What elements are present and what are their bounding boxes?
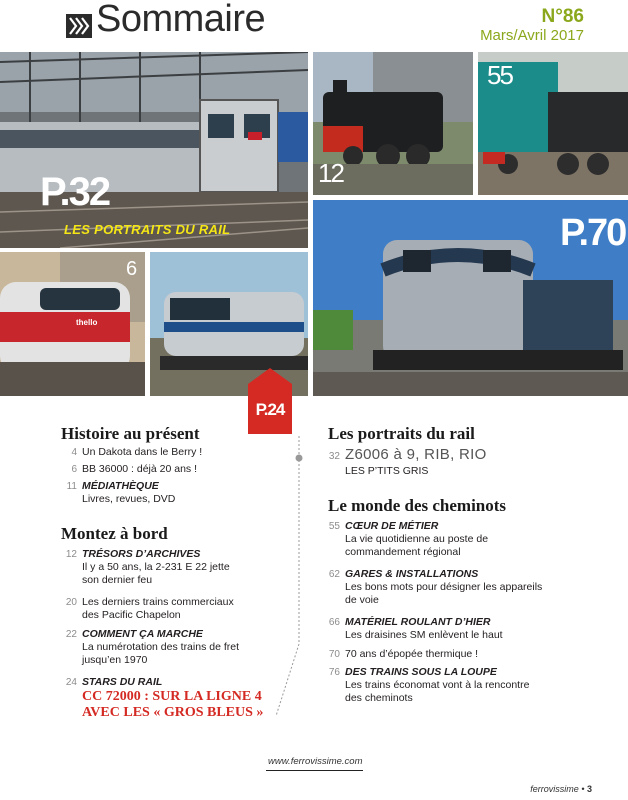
section-title-histoire: Histoire au présent	[61, 424, 200, 443]
magazine-logo-icon	[66, 14, 92, 38]
section-title-cheminots: Le monde des cheminots	[328, 496, 507, 515]
toc-entry: 4 Un Dakota dans le Berry !	[61, 446, 202, 459]
section-title-portraits: Les portraits du rail	[328, 424, 475, 443]
toc-page-number: 62	[328, 569, 340, 580]
folio-separator: •	[581, 784, 585, 794]
headline-z6006: Z6006 à 9, RIB, RIO	[345, 446, 487, 463]
toc-page-number: 11	[66, 481, 77, 492]
headline-gros-bleus: AVEC LES « GROS BLEUS »	[82, 705, 264, 720]
toc-entry: 55 CŒUR DE MÉTIER La vie quotidienne au poste de commandement régional	[324, 520, 488, 559]
toc-entry: 62 GARES & INSTALLATIONS Les bons mots pour désigner les appareils de voie	[324, 568, 542, 607]
photo-station-train	[0, 52, 308, 248]
toc-entry: 11 MÉDIATHÈQUE Livres, revues, DVD	[61, 480, 175, 506]
website-link[interactable]: www.ferrovissime.com	[268, 756, 363, 767]
toc-entry: 20 Les derniers trains commerciaux des Pacific Chapelon	[61, 596, 234, 622]
section-title-montez: Montez à bord	[61, 524, 168, 543]
toc-page-number: 66	[328, 617, 340, 628]
photo-thello-train	[0, 252, 145, 396]
toc-page-number: 32	[328, 451, 340, 462]
column-divider-line	[262, 434, 312, 720]
toc-entry: 66 MATÉRIEL ROULANT D’HIER Les draisines SM enlèvent le haut	[324, 616, 503, 642]
toc-page-number: 20	[65, 597, 77, 608]
toc-entry: 32 Z6006 à 9, RIB, RIO LES P’TITS GRIS	[324, 448, 487, 478]
page-title: Sommaire	[96, 0, 266, 40]
toc-entry: 12 TRÉSORS D’ARCHIVES Il y a 50 ans, la 2-231 E 22 jette son dernier feu	[61, 548, 230, 587]
page-folio	[530, 784, 592, 794]
toc-entry: 22 COMMENT ÇA MARCHE La numérotation des trains de fret jusqu’en 1970	[61, 628, 239, 667]
toc-page-number: 6	[71, 464, 77, 475]
page-label-24: P.24	[255, 400, 285, 419]
page-label-55: 55	[487, 60, 512, 90]
page-label-32: P.32	[40, 170, 110, 214]
page-label-70: P.70	[560, 212, 626, 254]
toc-page-number: 24	[65, 677, 77, 688]
issue-date: Mars/Avril 2017	[480, 27, 584, 44]
toc-page-number: 70	[328, 649, 340, 660]
thello-brand-text: thello	[76, 318, 98, 327]
issue-number: N°86	[541, 6, 584, 27]
toc-entry: 24 STARS DU RAIL CC 72000 : SUR LA LIGNE 4 AVEC LES « GROS BLEUS »	[61, 676, 263, 721]
footer-divider	[266, 770, 363, 771]
toc-page-number: 55	[328, 521, 340, 532]
toc-entry: 76 DES TRAINS SOUS LA LOUPE Les trains économat vont à la rencontre des cheminots	[324, 666, 529, 705]
folio-magazine-name: ferrovissime	[530, 784, 579, 794]
folio-page-number: 3	[586, 784, 592, 794]
toc-page-number: 4	[71, 447, 77, 458]
toc-page-number: 22	[65, 629, 77, 640]
toc-page-number: 76	[328, 667, 340, 678]
photo-caption-portraits: LES PORTRAITS DU RAIL	[64, 222, 231, 237]
headline-cc72000: CC 72000 : SUR LA LIGNE 4	[82, 689, 262, 704]
toc-entry: 70 70 ans d’épopée thermique !	[324, 648, 478, 661]
page-label-12: 12	[318, 158, 343, 188]
page-label-6: 6	[126, 258, 136, 280]
toc-page-number: 12	[65, 549, 77, 560]
toc-entry: 6 BB 36000 : déjà 20 ans !	[61, 463, 197, 476]
